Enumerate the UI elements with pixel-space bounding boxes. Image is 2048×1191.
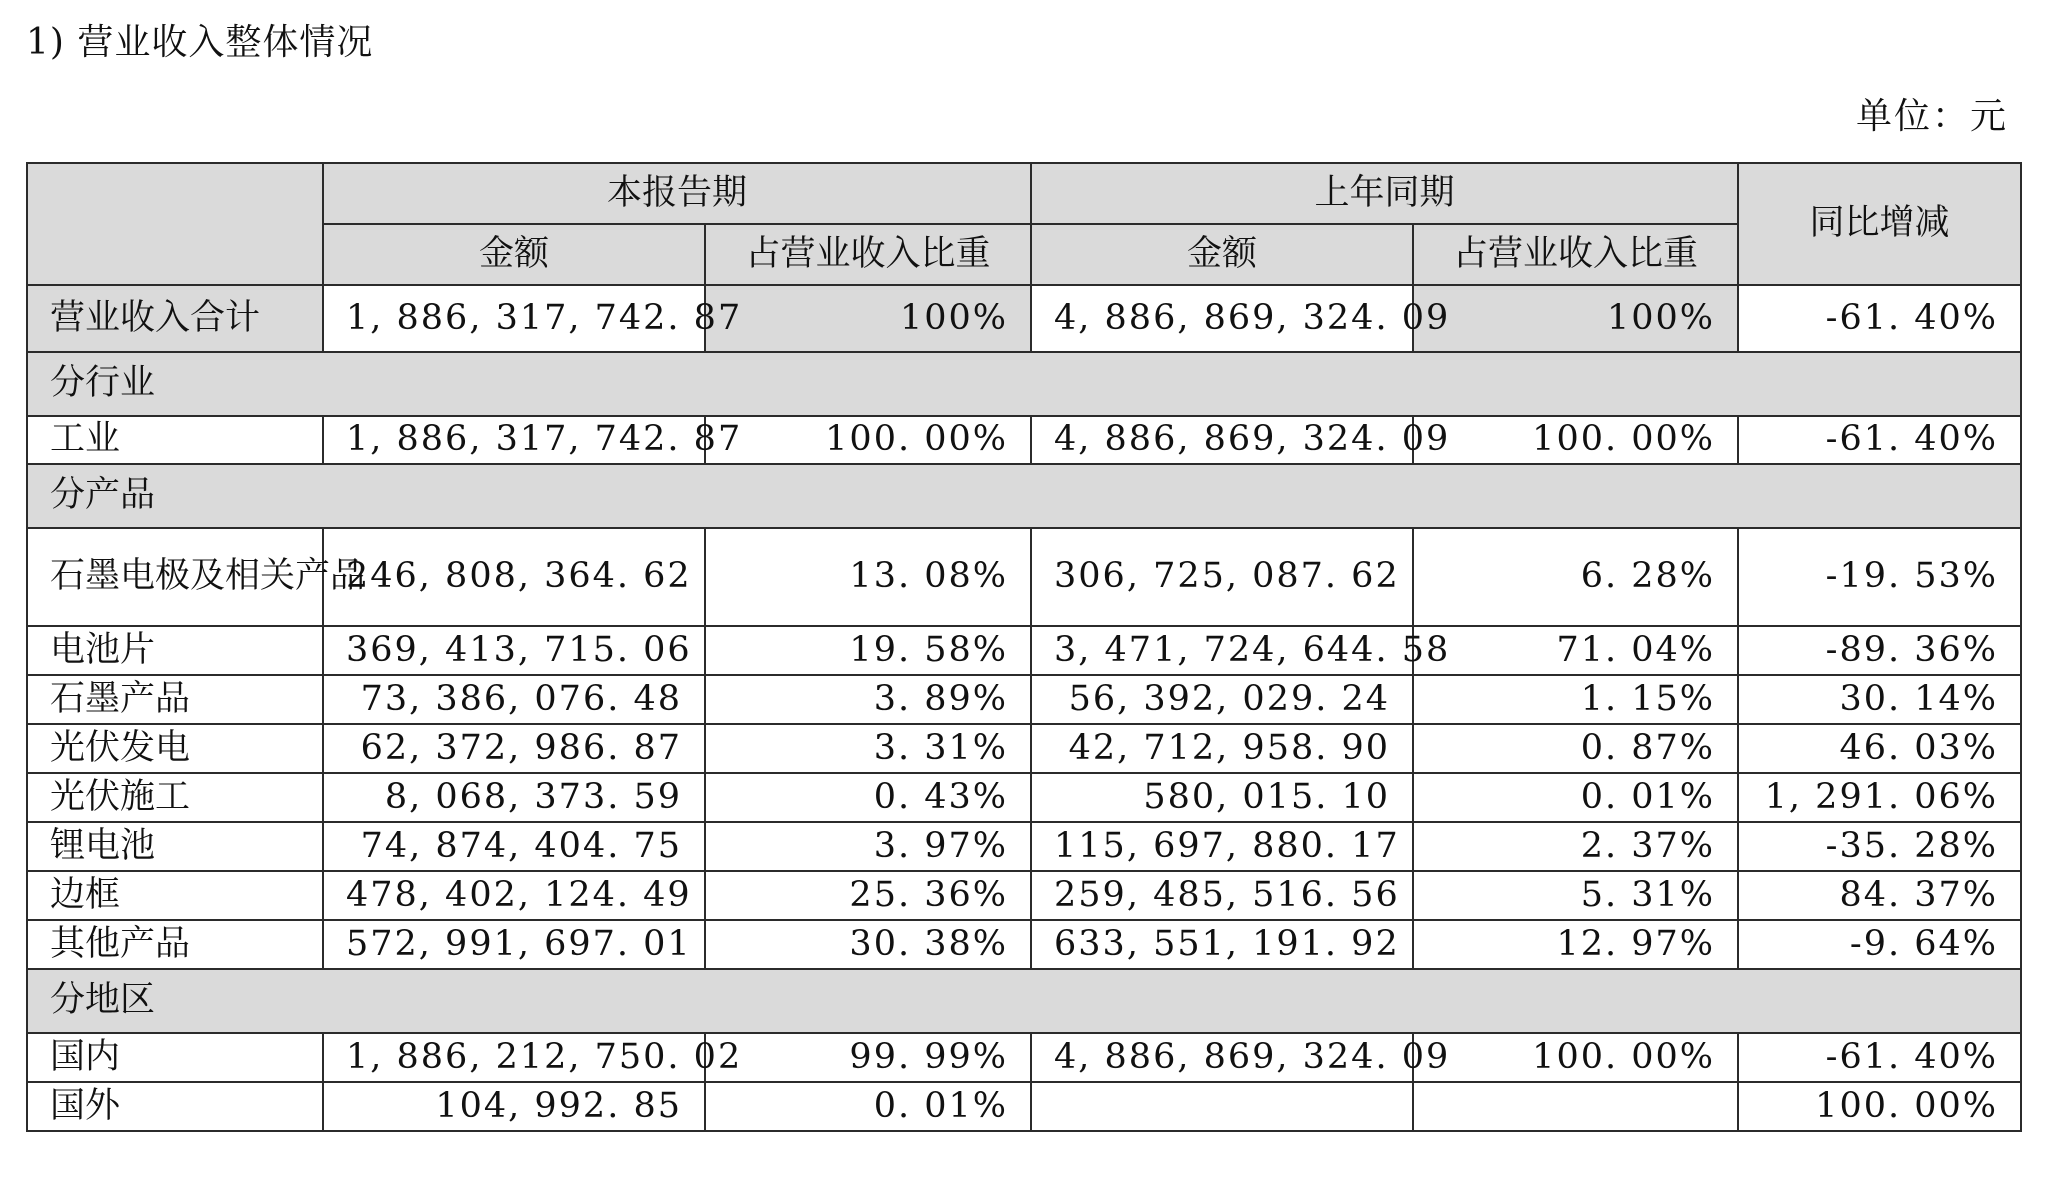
header-prior-share: 占营业收入比重 [1413,224,1738,285]
prior-share: 0. 87% [1413,724,1738,773]
table-row [27,528,2021,626]
current-amount: 74, 874, 404. 75 [323,822,705,871]
prior-amount: 56, 392, 029. 24 [1031,675,1413,724]
table-row [27,773,2021,822]
table-row [27,1082,2021,1131]
current-share: 0. 43% [705,773,1031,822]
revenue-table [26,162,2022,1132]
prior-amount: 580, 015. 10 [1031,773,1413,822]
prior-share: 1. 15% [1413,675,1738,724]
prior-amount: 4, 886, 869, 324. 09 [1031,1033,1413,1082]
section-label-industry: 分行业 [27,352,2021,416]
yoy-change: -9. 64% [1738,920,2021,969]
total-current-share: 100% [705,285,1031,352]
header-prior-period: 上年同期 [1031,163,1738,224]
header-corner [27,163,323,285]
yoy-change: -35. 28% [1738,822,2021,871]
current-amount: 572, 991, 697. 01 [323,920,705,969]
current-share: 3. 97% [705,822,1031,871]
prior-amount: 306, 725, 087. 62 [1031,528,1413,626]
prior-amount: 4, 886, 869, 324. 09 [1031,416,1413,464]
row-label: 国外 [27,1082,323,1131]
header-current-period: 本报告期 [323,163,1031,224]
prior-amount: 115, 697, 880. 17 [1031,822,1413,871]
yoy-change: -89. 36% [1738,626,2021,675]
header-prior-amount: 金额 [1031,224,1413,285]
current-amount: 62, 372, 986. 87 [323,724,705,773]
current-share: 30. 38% [705,920,1031,969]
current-amount: 369, 413, 715. 06 [323,626,705,675]
row-label: 工业 [27,416,323,464]
current-share: 19. 58% [705,626,1031,675]
row-label: 其他产品 [27,920,323,969]
table-row [27,822,2021,871]
current-amount: 1, 886, 317, 742. 87 [323,416,705,464]
table-row [27,675,2021,724]
header-yoy: 同比增减 [1738,163,2021,285]
row-label: 国内 [27,1033,323,1082]
yoy-change: 1, 291. 06% [1738,773,2021,822]
yoy-change: 100. 00% [1738,1082,2021,1131]
total-yoy: -61. 40% [1738,285,2021,352]
row-label: 石墨电极及相关产品 [27,528,323,626]
current-amount: 8, 068, 373. 59 [323,773,705,822]
prior-amount [1031,1082,1413,1131]
yoy-change: 84. 37% [1738,871,2021,920]
current-share: 25. 36% [705,871,1031,920]
prior-amount: 633, 551, 191. 92 [1031,920,1413,969]
row-label: 电池片 [27,626,323,675]
prior-share: 71. 04% [1413,626,1738,675]
total-row [27,285,2021,352]
current-amount: 1, 886, 212, 750. 02 [323,1033,705,1082]
header-current-amount: 金额 [323,224,705,285]
total-prior-amount: 4, 886, 869, 324. 09 [1031,285,1413,352]
prior-share: 2. 37% [1413,822,1738,871]
section-heading: 1) 营业收入整体情况 [26,22,374,63]
row-label: 光伏施工 [27,773,323,822]
table-row [27,626,2021,675]
prior-share: 5. 31% [1413,871,1738,920]
prior-amount: 259, 485, 516. 56 [1031,871,1413,920]
yoy-change: -19. 53% [1738,528,2021,626]
prior-share: 6. 28% [1413,528,1738,626]
section-row-product [27,464,2021,528]
current-amount: 246, 808, 364. 62 [323,528,705,626]
current-share: 13. 08% [705,528,1031,626]
prior-amount: 3, 471, 724, 644. 58 [1031,626,1413,675]
row-label: 光伏发电 [27,724,323,773]
current-amount: 73, 386, 076. 48 [323,675,705,724]
yoy-change: -61. 40% [1738,1033,2021,1082]
table-row [27,416,2021,464]
section-row-industry [27,352,2021,416]
total-current-amount: 1, 886, 317, 742. 87 [323,285,705,352]
prior-share: 100. 00% [1413,416,1738,464]
header-row-top [27,163,2021,224]
current-amount: 478, 402, 124. 49 [323,871,705,920]
unit-label: 单位：元 [1855,96,2008,137]
current-share: 3. 89% [705,675,1031,724]
table-row [27,871,2021,920]
prior-share: 0. 01% [1413,773,1738,822]
row-label: 锂电池 [27,822,323,871]
header-current-share: 占营业收入比重 [705,224,1031,285]
prior-share: 12. 97% [1413,920,1738,969]
total-label: 营业收入合计 [27,285,323,352]
current-share: 99. 99% [705,1033,1031,1082]
total-prior-share: 100% [1413,285,1738,352]
yoy-change: 30. 14% [1738,675,2021,724]
section-label-region: 分地区 [27,969,2021,1033]
prior-share [1413,1082,1738,1131]
header-row-sub [27,224,2021,285]
section-label-product: 分产品 [27,464,2021,528]
yoy-change: -61. 40% [1738,416,2021,464]
prior-share: 100. 00% [1413,1033,1738,1082]
table-row [27,920,2021,969]
row-label: 石墨产品 [27,675,323,724]
current-share: 0. 01% [705,1082,1031,1131]
current-share: 100. 00% [705,416,1031,464]
table-row [27,1033,2021,1082]
current-amount: 104, 992. 85 [323,1082,705,1131]
section-row-region [27,969,2021,1033]
table-row [27,724,2021,773]
prior-amount: 42, 712, 958. 90 [1031,724,1413,773]
yoy-change: 46. 03% [1738,724,2021,773]
current-share: 3. 31% [705,724,1031,773]
row-label: 边框 [27,871,323,920]
